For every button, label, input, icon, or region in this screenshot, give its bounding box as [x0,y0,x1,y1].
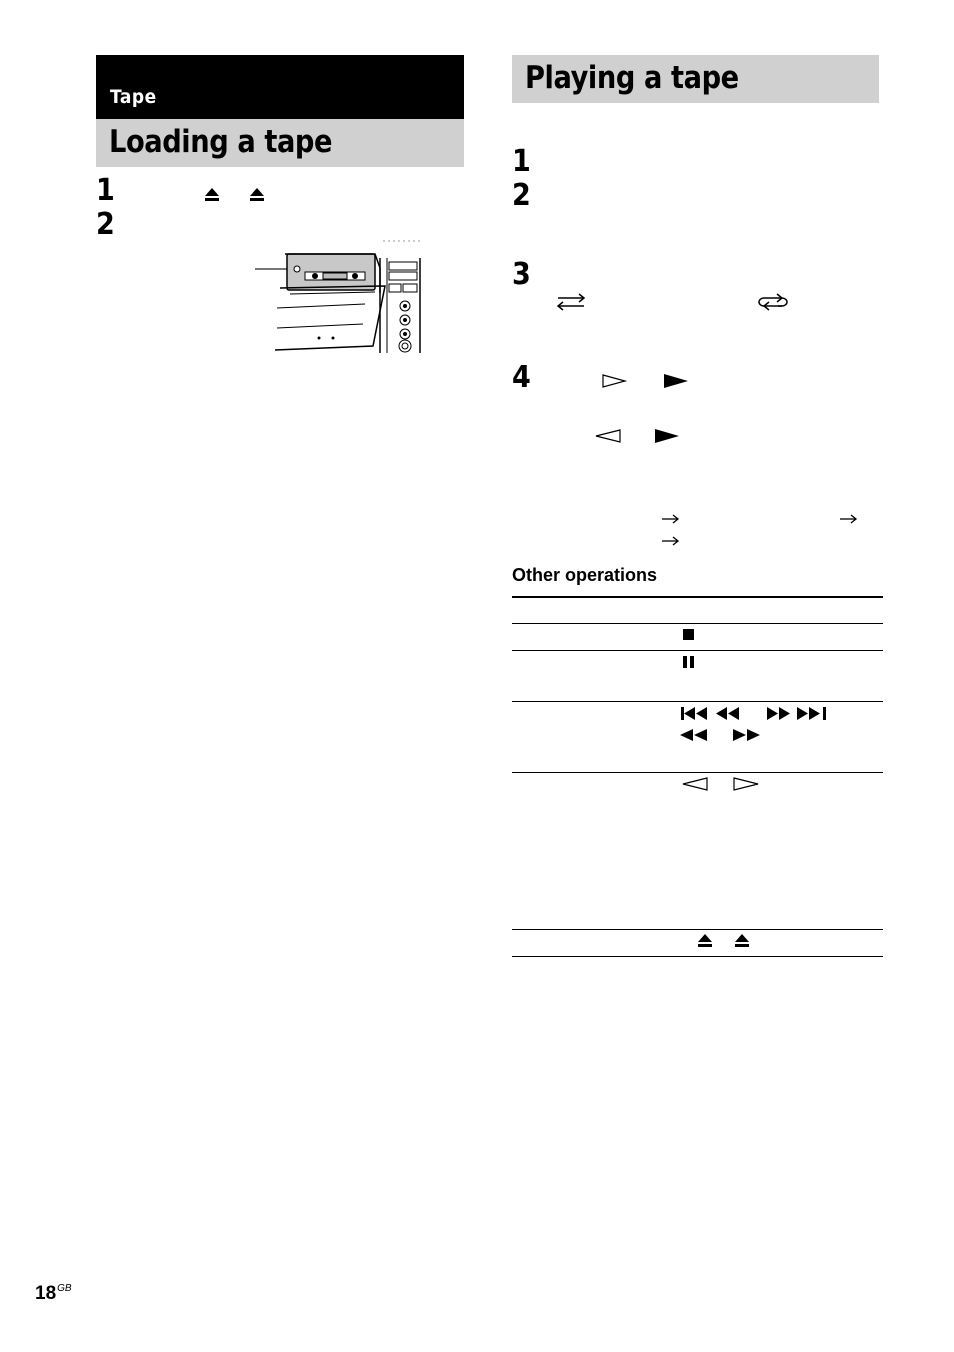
fast-forward-next-track-icon [767,707,829,720]
play-icon [664,374,688,388]
play-step-number-2: 2 [512,178,531,213]
table-row-rule [512,623,883,624]
play-forward-icon [733,777,759,791]
reverse-play-icon [682,777,708,791]
arrow-right-icon [662,514,680,524]
eject-icon [250,188,264,201]
playing-tape-title: Playing a tape [525,60,739,96]
eject-icon [698,934,712,947]
loading-tape-title: Loading a tape [109,124,333,160]
table-row-rule [512,929,883,930]
play-icon [655,429,679,443]
pause-icon [683,656,695,668]
stop-icon [683,629,694,640]
relay-mode-icon [756,294,790,310]
play-step-number-4: 4 [512,360,531,395]
load-step-number-1: 1 [96,173,115,208]
reverse-play-icon [595,429,621,443]
eject-icon [205,188,219,201]
eject-icon [735,934,749,947]
table-bottom-rule [512,956,883,957]
page-number [35,1283,72,1305]
table-row-rule [512,772,883,773]
table-row-rule [512,701,883,702]
arrow-right-icon [840,514,858,524]
fast-forward-icon [733,729,761,741]
arrow-right-icon [662,536,680,546]
direction-mode-icon [556,294,586,310]
table-row-rule [512,650,883,651]
rewind-icon [680,729,708,741]
load-step-number-2: 2 [96,207,115,242]
play-step-number-1: 1 [512,144,531,179]
cassette-deck-illustration [255,238,425,356]
prev-track-rewind-icon [681,707,743,720]
table-top-rule [512,596,883,598]
other-operations-heading: Other operations [512,565,658,585]
page-number-value: 18 [35,1283,57,1304]
section-label: Tape [110,86,157,108]
play-step-number-3: 3 [512,257,531,292]
play-forward-icon [602,374,626,388]
page-number-suffix: GB [57,1283,72,1294]
